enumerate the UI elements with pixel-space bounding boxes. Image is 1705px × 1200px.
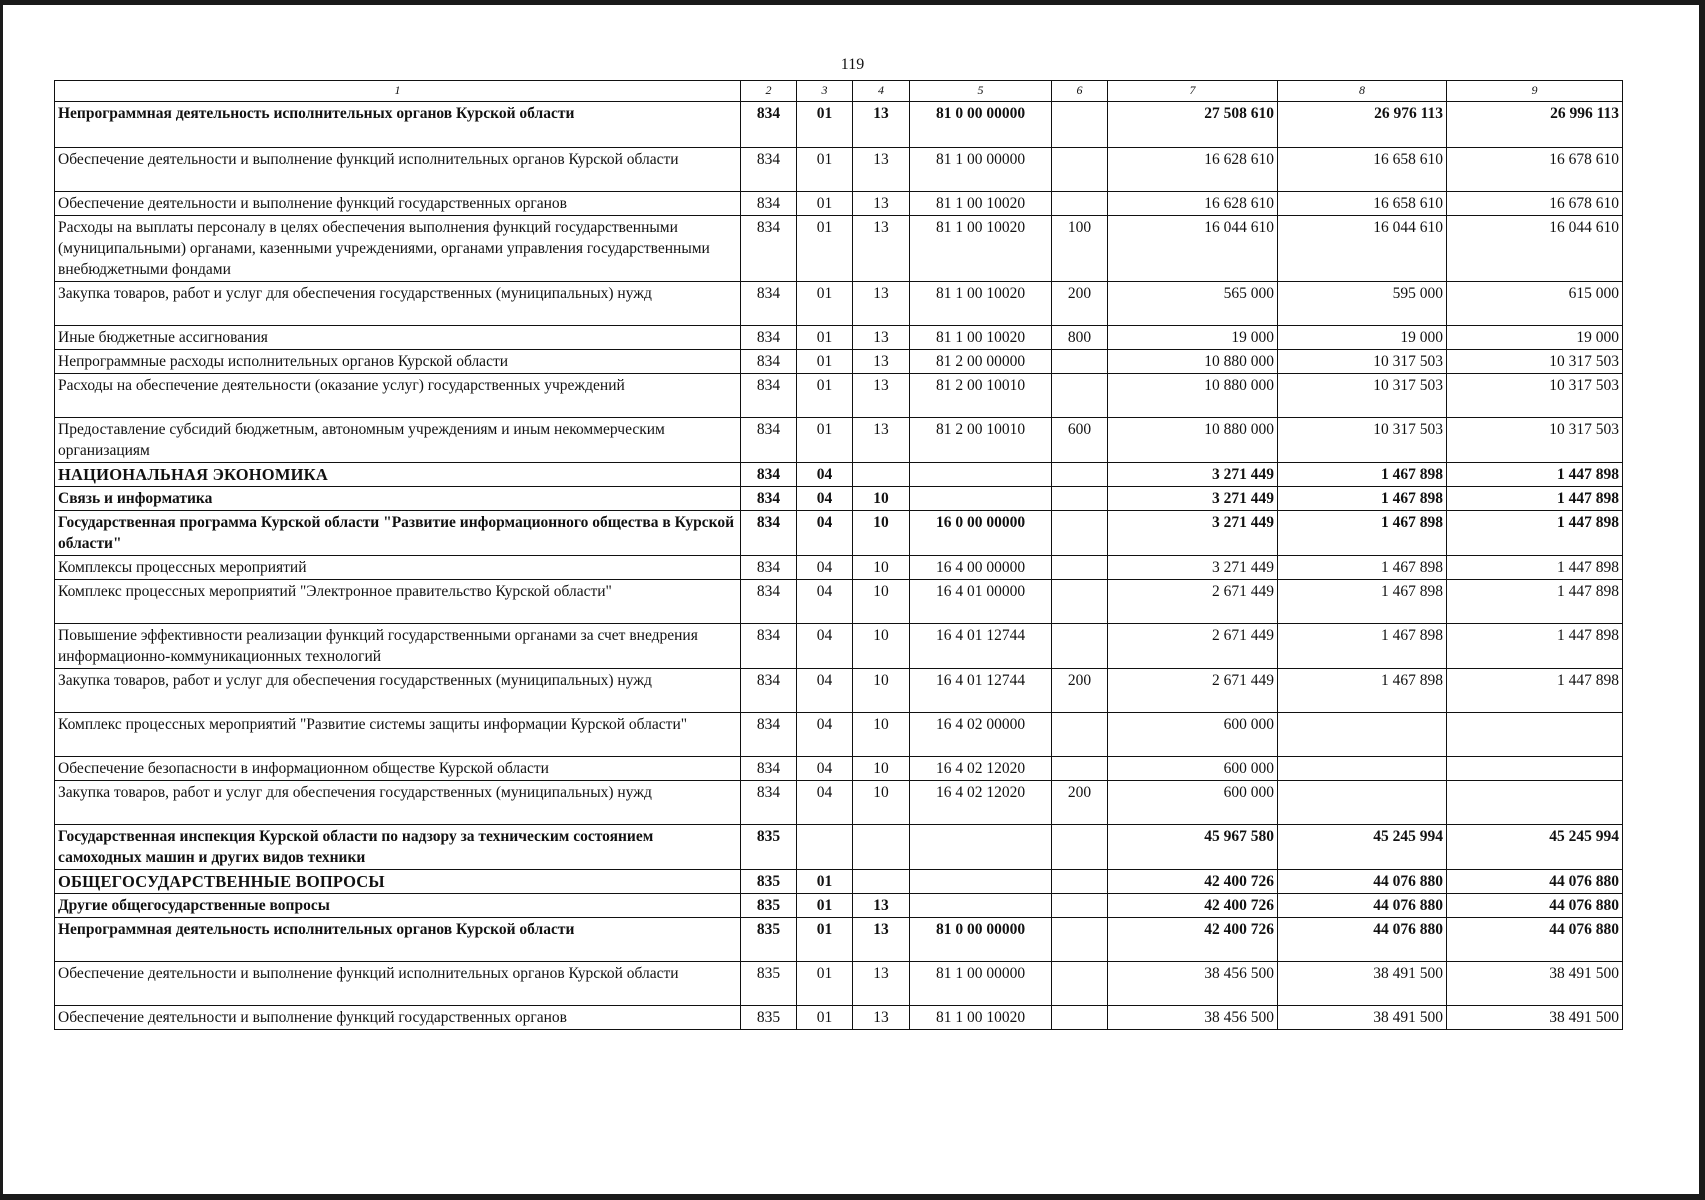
row-ministry-code: 834 [741,148,797,192]
row-subsection-code: 13 [853,374,910,418]
row-amount-col9 [1447,713,1623,757]
page-number: 119 [840,56,865,73]
table-row [55,326,1623,350]
row-subsection-code: 10 [853,556,910,580]
row-amount-col7: 10 880 000 [1108,418,1278,463]
scan-border-bottom [0,1194,1705,1200]
row-section-code: 01 [797,962,853,1006]
row-expense-type-code [1052,487,1108,511]
row-amount-col7: 16 628 610 [1108,148,1278,192]
row-target-article-code: 81 2 00 00000 [910,350,1052,374]
row-section-code: 04 [797,556,853,580]
row-target-article-code: 81 1 00 10020 [910,1006,1052,1030]
row-amount-col8: 45 245 994 [1278,825,1447,870]
row-target-article-code: 16 4 02 12020 [910,757,1052,781]
row-amount-col7: 2 671 449 [1108,624,1278,669]
row-ministry-code: 834 [741,192,797,216]
row-subsection-code: 13 [853,1006,910,1030]
row-target-article-code: 16 0 00 00000 [910,511,1052,556]
table-row [55,556,1623,580]
row-target-article-code: 81 1 00 10020 [910,282,1052,326]
column-number: 1 [55,81,741,102]
table-row [55,894,1623,918]
row-ministry-code: 834 [741,713,797,757]
table-row [55,216,1623,282]
row-section-code: 04 [797,487,853,511]
row-ministry-code: 834 [741,580,797,624]
table-row [55,962,1623,1006]
row-expense-type-code [1052,192,1108,216]
row-section-code: 04 [797,757,853,781]
row-amount-col8: 10 317 503 [1278,374,1447,418]
row-section-code: 01 [797,894,853,918]
row-amount-col7: 38 456 500 [1108,962,1278,1006]
row-section-code: 01 [797,870,853,894]
row-name: Комплекс процессных мероприятий "Электронное правительство Курской области" [55,580,741,624]
row-amount-col7: 38 456 500 [1108,1006,1278,1030]
column-number: 2 [741,81,797,102]
row-amount-col9: 615 000 [1447,282,1623,326]
table-row [55,487,1623,511]
row-amount-col7: 3 271 449 [1108,463,1278,487]
row-subsection-code: 13 [853,216,910,282]
row-amount-col8: 16 658 610 [1278,148,1447,192]
table-row [55,102,1623,148]
row-expense-type-code [1052,918,1108,962]
row-name: Обеспечение деятельности и выполнение функций государственных органов [55,1006,741,1030]
row-amount-col8: 38 491 500 [1278,1006,1447,1030]
row-amount-col8: 44 076 880 [1278,918,1447,962]
row-amount-col7: 3 271 449 [1108,511,1278,556]
row-subsection-code: 10 [853,713,910,757]
row-ministry-code: 834 [741,418,797,463]
row-section-code: 01 [797,148,853,192]
row-target-article-code: 16 4 02 00000 [910,713,1052,757]
row-amount-col8: 44 076 880 [1278,894,1447,918]
table-row [55,463,1623,487]
row-amount-col9 [1447,757,1623,781]
row-expense-type-code: 200 [1052,282,1108,326]
row-amount-col7: 3 271 449 [1108,487,1278,511]
row-section-code: 04 [797,669,853,713]
row-amount-col9: 44 076 880 [1447,894,1623,918]
row-subsection-code: 13 [853,148,910,192]
row-section-code: 01 [797,216,853,282]
table-row [55,192,1623,216]
row-amount-col9: 1 447 898 [1447,556,1623,580]
column-number: 5 [910,81,1052,102]
row-name: Другие общегосударственные вопросы [55,894,741,918]
row-ministry-code: 834 [741,781,797,825]
row-amount-col9 [1447,781,1623,825]
row-target-article-code: 81 0 00 00000 [910,102,1052,148]
row-amount-col8: 44 076 880 [1278,870,1447,894]
row-amount-col7: 16 044 610 [1108,216,1278,282]
row-subsection-code: 10 [853,511,910,556]
row-amount-col7: 10 880 000 [1108,374,1278,418]
row-section-code: 04 [797,463,853,487]
row-expense-type-code: 100 [1052,216,1108,282]
row-expense-type-code [1052,757,1108,781]
row-ministry-code: 834 [741,556,797,580]
row-expense-type-code [1052,374,1108,418]
row-amount-col9: 1 447 898 [1447,487,1623,511]
row-amount-col7: 3 271 449 [1108,556,1278,580]
row-target-article-code: 81 1 00 10020 [910,216,1052,282]
row-amount-col7: 600 000 [1108,781,1278,825]
row-subsection-code: 10 [853,624,910,669]
row-section-code: 01 [797,326,853,350]
row-amount-col8: 16 658 610 [1278,192,1447,216]
row-section-code: 04 [797,511,853,556]
row-section-code: 04 [797,580,853,624]
row-amount-col8: 1 467 898 [1278,556,1447,580]
row-amount-col9: 1 447 898 [1447,511,1623,556]
row-amount-col7: 565 000 [1108,282,1278,326]
table-row [55,669,1623,713]
row-subsection-code: 13 [853,894,910,918]
row-target-article-code: 16 4 01 00000 [910,580,1052,624]
row-name: Предоставление субсидий бюджетным, автономным учреждениям и иным некоммерческим организациям [55,418,741,463]
row-ministry-code: 834 [741,350,797,374]
table-row [55,624,1623,669]
row-section-code: 01 [797,418,853,463]
row-amount-col9: 44 076 880 [1447,870,1623,894]
row-name: Комплекс процессных мероприятий "Развитие системы защиты информации Курской области" [55,713,741,757]
row-target-article-code: 81 1 00 00000 [910,962,1052,1006]
row-amount-col9: 19 000 [1447,326,1623,350]
row-amount-col9: 16 044 610 [1447,216,1623,282]
row-subsection-code: 13 [853,102,910,148]
row-expense-type-code [1052,148,1108,192]
row-amount-col8: 1 467 898 [1278,669,1447,713]
row-section-code: 01 [797,918,853,962]
table-row [55,148,1623,192]
table-row [55,825,1623,870]
scan-border-top [0,0,1705,5]
row-section-code: 04 [797,781,853,825]
row-target-article-code: 16 4 02 12020 [910,781,1052,825]
row-subsection-code: 10 [853,757,910,781]
row-amount-col9: 1 447 898 [1447,624,1623,669]
scan-border-left [0,0,3,1200]
column-number: 6 [1052,81,1108,102]
row-target-article-code: 16 4 00 00000 [910,556,1052,580]
row-amount-col8: 38 491 500 [1278,962,1447,1006]
row-expense-type-code [1052,825,1108,870]
row-amount-col9: 10 317 503 [1447,418,1623,463]
row-amount-col7: 42 400 726 [1108,870,1278,894]
row-name: Повышение эффективности реализации функций государственными органами за счет внедрения информационно-коммуникационных технологий [55,624,741,669]
row-target-article-code: 81 2 00 10010 [910,374,1052,418]
row-subsection-code: 13 [853,918,910,962]
row-subsection-code: 13 [853,326,910,350]
row-amount-col7: 16 628 610 [1108,192,1278,216]
table-row [55,781,1623,825]
row-amount-col7: 19 000 [1108,326,1278,350]
row-subsection-code: 13 [853,962,910,1006]
row-ministry-code: 835 [741,918,797,962]
row-section-code: 04 [797,713,853,757]
row-ministry-code: 835 [741,1006,797,1030]
row-name: Расходы на обеспечение деятельности (оказание услуг) государственных учреждений [55,374,741,418]
row-section-code: 01 [797,374,853,418]
row-amount-col7: 600 000 [1108,757,1278,781]
row-amount-col8: 595 000 [1278,282,1447,326]
scan-border-right [1699,0,1705,1200]
row-name: Иные бюджетные ассигнования [55,326,741,350]
row-name: Обеспечение безопасности в информационном обществе Курской области [55,757,741,781]
row-amount-col9: 44 076 880 [1447,918,1623,962]
table-body [55,102,1623,1030]
row-section-code: 01 [797,350,853,374]
row-ministry-code: 835 [741,894,797,918]
row-subsection-code: 13 [853,418,910,463]
row-target-article-code [910,894,1052,918]
row-amount-col9: 16 678 610 [1447,192,1623,216]
row-subsection-code: 10 [853,487,910,511]
row-name: Обеспечение деятельности и выполнение функций государственных органов [55,192,741,216]
row-amount-col8: 1 467 898 [1278,624,1447,669]
table-row [55,282,1623,326]
row-name: ОБЩЕГОСУДАРСТВЕННЫЕ ВОПРОСЫ [55,870,741,894]
row-amount-col8: 19 000 [1278,326,1447,350]
row-name: Государственная программа Курской области "Развитие информационного общества в Курской области" [55,511,741,556]
row-target-article-code: 81 1 00 10020 [910,192,1052,216]
row-target-article-code: 81 0 00 00000 [910,918,1052,962]
row-name: Непрограммная деятельность исполнительных органов Курской области [55,102,741,148]
row-amount-col9: 10 317 503 [1447,350,1623,374]
row-section-code: 01 [797,282,853,326]
row-amount-col7: 45 967 580 [1108,825,1278,870]
row-expense-type-code [1052,511,1108,556]
row-ministry-code: 835 [741,962,797,1006]
row-subsection-code [853,463,910,487]
row-target-article-code: 81 1 00 00000 [910,148,1052,192]
row-ministry-code: 834 [741,669,797,713]
row-subsection-code: 13 [853,192,910,216]
row-name: Непрограммная деятельность исполнительных органов Курской области [55,918,741,962]
row-subsection-code [853,870,910,894]
table-row [55,713,1623,757]
row-name: Государственная инспекция Курской области по надзору за техническим состоянием самоходных машин и других видов техники [55,825,741,870]
row-name: Закупка товаров, работ и услуг для обеспечения государственных (муниципальных) нужд [55,781,741,825]
row-target-article-code [910,870,1052,894]
row-amount-col8: 1 467 898 [1278,511,1447,556]
row-name: НАЦИОНАЛЬНАЯ ЭКОНОМИКА [55,463,741,487]
row-ministry-code: 834 [741,282,797,326]
row-expense-type-code [1052,350,1108,374]
row-subsection-code [853,825,910,870]
row-amount-col7: 2 671 449 [1108,669,1278,713]
row-amount-col7: 42 400 726 [1108,918,1278,962]
row-name: Обеспечение деятельности и выполнение функций исполнительных органов Курской области [55,962,741,1006]
row-amount-col8: 1 467 898 [1278,487,1447,511]
row-ministry-code: 834 [741,511,797,556]
row-amount-col7: 600 000 [1108,713,1278,757]
row-amount-col9: 10 317 503 [1447,374,1623,418]
row-amount-col7: 27 508 610 [1108,102,1278,148]
table-row [55,757,1623,781]
row-name: Закупка товаров, работ и услуг для обеспечения государственных (муниципальных) нужд [55,669,741,713]
row-expense-type-code [1052,713,1108,757]
row-section-code: 01 [797,1006,853,1030]
row-name: Расходы на выплаты персоналу в целях обеспечения выполнения функций государственными (муниципальными) органами, казенными учреждениями, органами управления государственными внебюджетными фондами [55,216,741,282]
row-subsection-code: 10 [853,781,910,825]
row-amount-col8 [1278,713,1447,757]
column-number-row [55,81,1623,102]
row-expense-type-code [1052,102,1108,148]
row-subsection-code: 13 [853,350,910,374]
table-row [55,918,1623,962]
row-amount-col8: 26 976 113 [1278,102,1447,148]
row-subsection-code: 10 [853,669,910,713]
row-name: Непрограммные расходы исполнительных органов Курской области [55,350,741,374]
column-number: 9 [1447,81,1623,102]
row-expense-type-code: 800 [1052,326,1108,350]
row-expense-type-code: 200 [1052,669,1108,713]
row-amount-col7: 10 880 000 [1108,350,1278,374]
table-row [55,511,1623,556]
row-ministry-code: 835 [741,870,797,894]
row-section-code: 01 [797,102,853,148]
row-target-article-code [910,825,1052,870]
row-amount-col9: 1 447 898 [1447,463,1623,487]
row-amount-col8 [1278,781,1447,825]
budget-table [54,80,1623,1030]
row-amount-col9: 45 245 994 [1447,825,1623,870]
table-row [55,418,1623,463]
row-expense-type-code [1052,962,1108,1006]
row-subsection-code: 13 [853,282,910,326]
row-amount-col8: 1 467 898 [1278,463,1447,487]
row-target-article-code: 81 1 00 10020 [910,326,1052,350]
row-name: Связь и информатика [55,487,741,511]
table-row [55,870,1623,894]
row-name: Закупка товаров, работ и услуг для обеспечения государственных (муниципальных) нужд [55,282,741,326]
table-row [55,580,1623,624]
row-amount-col8: 1 467 898 [1278,580,1447,624]
row-amount-col8: 10 317 503 [1278,350,1447,374]
row-target-article-code: 16 4 01 12744 [910,624,1052,669]
row-expense-type-code [1052,894,1108,918]
table-row [55,1006,1623,1030]
row-amount-col7: 2 671 449 [1108,580,1278,624]
column-number: 8 [1278,81,1447,102]
row-ministry-code: 834 [741,463,797,487]
row-ministry-code: 834 [741,326,797,350]
row-amount-col9: 16 678 610 [1447,148,1623,192]
row-expense-type-code [1052,556,1108,580]
row-amount-col9: 1 447 898 [1447,669,1623,713]
row-ministry-code: 835 [741,825,797,870]
row-amount-col9: 1 447 898 [1447,580,1623,624]
row-name: Комплексы процессных мероприятий [55,556,741,580]
row-section-code: 04 [797,624,853,669]
table-row [55,350,1623,374]
row-ministry-code: 834 [741,757,797,781]
row-name: Обеспечение деятельности и выполнение функций исполнительных органов Курской области [55,148,741,192]
row-ministry-code: 834 [741,487,797,511]
row-expense-type-code: 600 [1052,418,1108,463]
row-amount-col8 [1278,757,1447,781]
row-amount-col7: 42 400 726 [1108,894,1278,918]
row-ministry-code: 834 [741,374,797,418]
row-expense-type-code: 200 [1052,781,1108,825]
row-ministry-code: 834 [741,102,797,148]
row-expense-type-code [1052,624,1108,669]
row-ministry-code: 834 [741,624,797,669]
row-amount-col8: 10 317 503 [1278,418,1447,463]
row-expense-type-code [1052,580,1108,624]
row-amount-col9: 26 996 113 [1447,102,1623,148]
column-number: 7 [1108,81,1278,102]
row-ministry-code: 834 [741,216,797,282]
row-target-article-code [910,463,1052,487]
row-section-code [797,825,853,870]
row-expense-type-code [1052,463,1108,487]
row-amount-col9: 38 491 500 [1447,1006,1623,1030]
row-target-article-code: 81 2 00 10010 [910,418,1052,463]
column-number: 4 [853,81,910,102]
table-row [55,374,1623,418]
column-number: 3 [797,81,853,102]
row-amount-col9: 38 491 500 [1447,962,1623,1006]
row-expense-type-code [1052,870,1108,894]
row-subsection-code: 10 [853,580,910,624]
row-section-code: 01 [797,192,853,216]
row-target-article-code [910,487,1052,511]
row-expense-type-code [1052,1006,1108,1030]
row-amount-col8: 16 044 610 [1278,216,1447,282]
row-target-article-code: 16 4 01 12744 [910,669,1052,713]
